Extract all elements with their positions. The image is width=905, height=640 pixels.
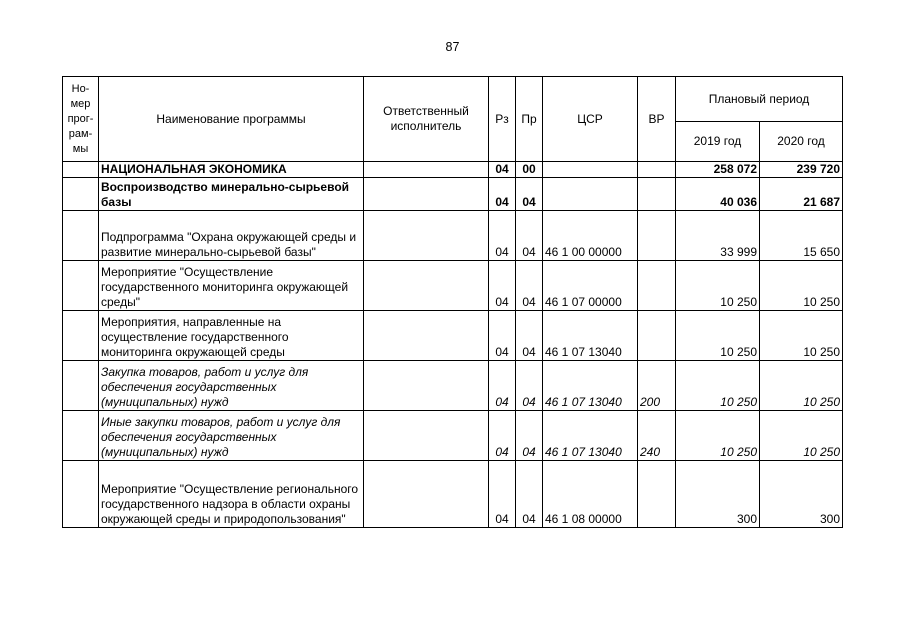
row-vr — [638, 162, 676, 178]
row-pr: 04 — [516, 461, 543, 528]
row-pr: 04 — [516, 178, 543, 211]
row-pr: 04 — [516, 361, 543, 411]
row-pr: 00 — [516, 162, 543, 178]
row-rz: 04 — [489, 361, 516, 411]
row-name: Воспроизводство минерально-сырьевой базы — [99, 178, 364, 211]
row-rz: 04 — [489, 261, 516, 311]
table-row — [63, 162, 843, 178]
header-executor: Ответственный исполнитель — [364, 77, 489, 162]
header-pr: Пр — [516, 77, 543, 162]
row-pr: 04 — [516, 311, 543, 361]
row-vr — [638, 311, 676, 361]
header-year-2019: 2019 год — [676, 122, 760, 162]
row-rz: 04 — [489, 411, 516, 461]
header-year-2020: 2020 год — [760, 122, 843, 162]
row-csr: 46 1 07 13040 — [543, 361, 638, 411]
row-pr: 04 — [516, 411, 543, 461]
row-vr — [638, 178, 676, 211]
row-vr — [638, 461, 676, 528]
row-2019: 300 — [676, 461, 760, 528]
row-pr: 04 — [516, 211, 543, 261]
row-2020: 21 687 — [760, 178, 843, 211]
row-2019: 10 250 — [676, 261, 760, 311]
row-2020: 10 250 — [760, 261, 843, 311]
row-2020: 10 250 — [760, 411, 843, 461]
row-2020: 15 650 — [760, 211, 843, 261]
table-row — [63, 211, 843, 261]
row-2020: 10 250 — [760, 311, 843, 361]
row-name: Мероприятия, направленные на осуществление государственного мониторинга окружающей среды — [99, 311, 364, 361]
row-pr: 04 — [516, 261, 543, 311]
row-rz: 04 — [489, 211, 516, 261]
row-2019: 10 250 — [676, 311, 760, 361]
row-name: Закупка товаров, работ и услуг для обеспечения государственных (муниципальных) нужд — [99, 361, 364, 411]
header-csr: ЦСР — [543, 77, 638, 162]
row-csr: 46 1 08 00000 — [543, 461, 638, 528]
header-rz: Рз — [489, 77, 516, 162]
row-csr: 46 1 07 13040 — [543, 311, 638, 361]
row-vr — [638, 261, 676, 311]
row-rz: 04 — [489, 311, 516, 361]
row-rz: 04 — [489, 162, 516, 178]
row-2019: 10 250 — [676, 361, 760, 411]
row-2020: 239 720 — [760, 162, 843, 178]
row-name: НАЦИОНАЛЬНАЯ ЭКОНОМИКА — [99, 162, 364, 178]
row-2019: 258 072 — [676, 162, 760, 178]
row-csr: 46 1 07 00000 — [543, 261, 638, 311]
row-rz: 04 — [489, 178, 516, 211]
row-2020: 10 250 — [760, 361, 843, 411]
header-planned-period: Плановый период — [676, 77, 843, 122]
row-name: Мероприятие "Осуществление государственного мониторинга окружающей среды" — [99, 261, 364, 311]
row-2019: 40 036 — [676, 178, 760, 211]
row-csr — [543, 162, 638, 178]
table-row — [63, 411, 843, 461]
budget-table — [62, 76, 843, 528]
table-row — [63, 461, 843, 528]
table-row — [63, 178, 843, 211]
row-vr: 200 — [638, 361, 676, 411]
row-name: Подпрограмма "Охрана окружающей среды и развитие минерально-сырьевой базы" — [99, 211, 364, 261]
row-vr: 240 — [638, 411, 676, 461]
row-vr — [638, 211, 676, 261]
row-2019: 10 250 — [676, 411, 760, 461]
header-program-name: Наименование программы — [99, 77, 364, 162]
row-csr: 46 1 00 00000 — [543, 211, 638, 261]
page-number: 87 — [445, 40, 460, 54]
header-vr: ВР — [638, 77, 676, 162]
row-name: Мероприятие "Осуществление регионального государственного надзора в области охраны окружающей среды и природопользования" — [99, 461, 364, 528]
table-row — [63, 261, 843, 311]
row-name: Иные закупки товаров, работ и услуг для обеспечения государственных (муниципальных) нужд — [99, 411, 364, 461]
row-csr: 46 1 07 13040 — [543, 411, 638, 461]
table-row — [63, 311, 843, 361]
table-row — [63, 361, 843, 411]
header-program-number: Но- мер прог- рам- мы — [63, 77, 99, 162]
row-2019: 33 999 — [676, 211, 760, 261]
row-csr — [543, 178, 638, 211]
row-rz: 04 — [489, 461, 516, 528]
row-2020: 300 — [760, 461, 843, 528]
